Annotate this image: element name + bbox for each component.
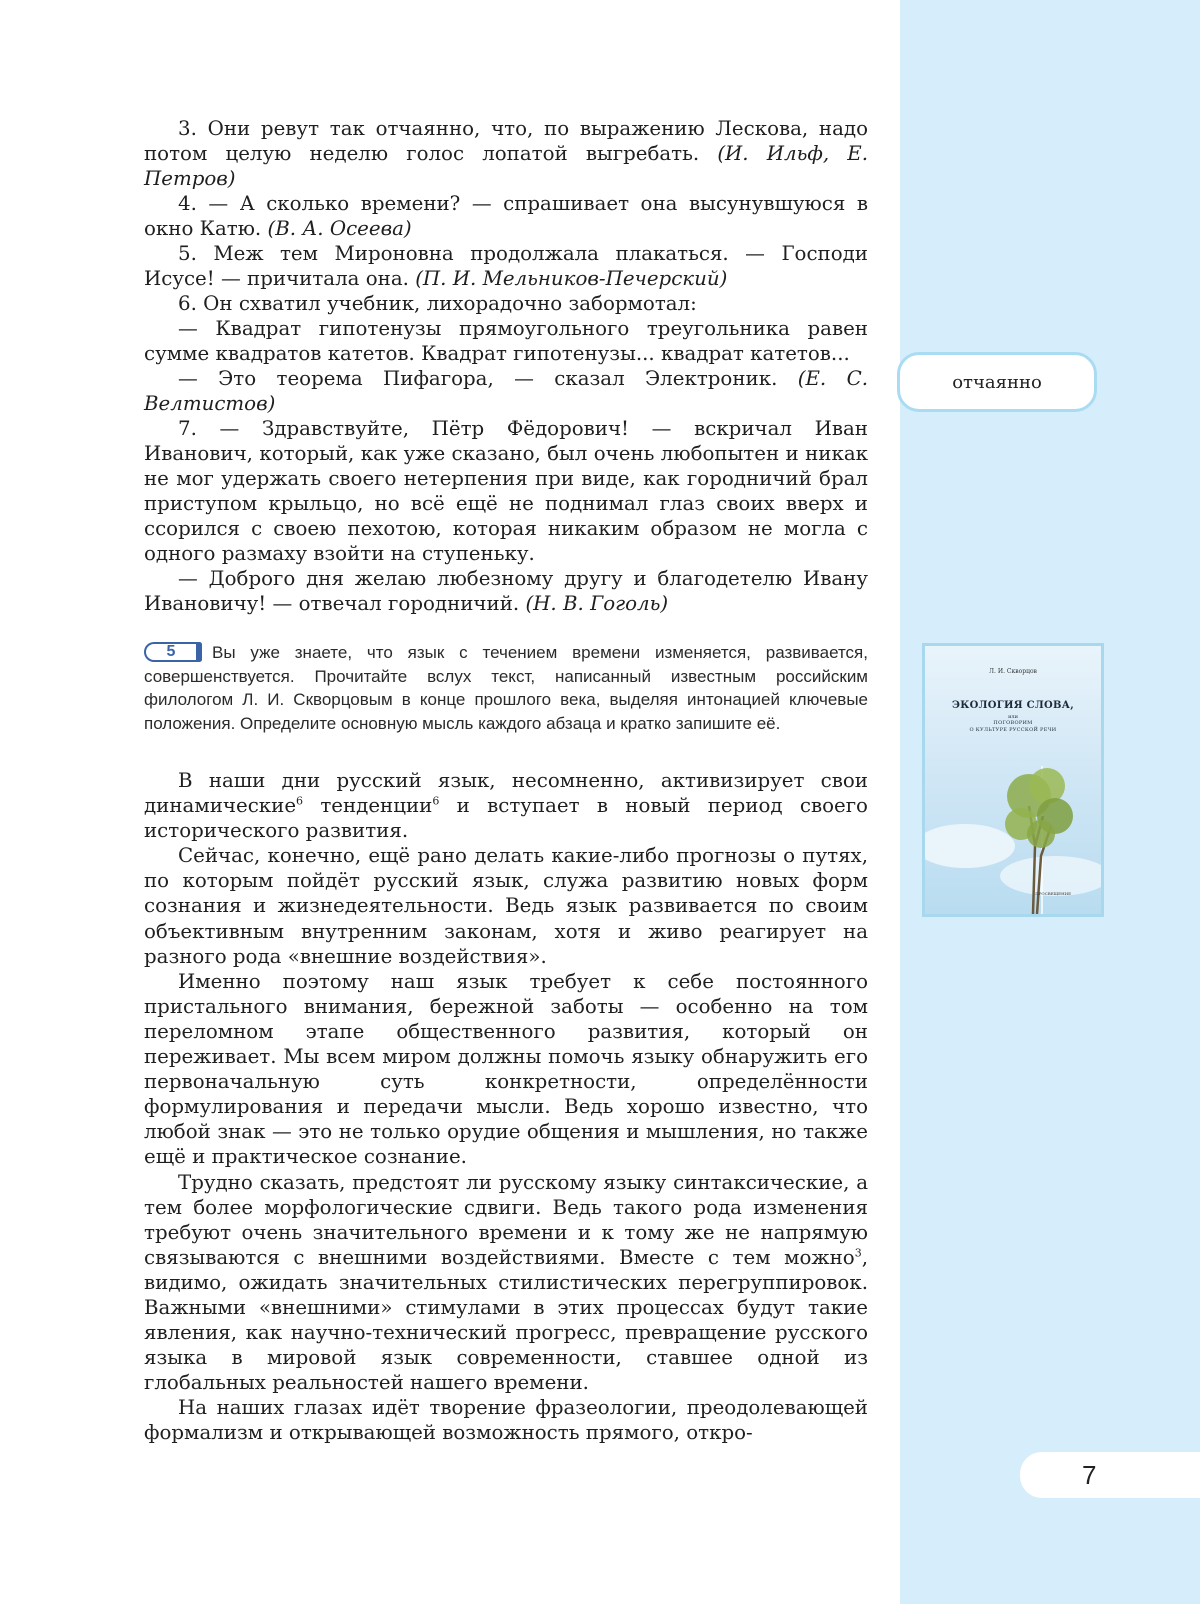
example-4 bbox=[144, 191, 868, 241]
footnote-mark: 6 bbox=[296, 794, 304, 808]
essay-p1-part-a: В наши дни русский язык, несомненно, активизирует свои динамические bbox=[144, 769, 868, 818]
example-6-line-3-text: — Это теорема Пифагора, — сказал Электроник. bbox=[178, 367, 798, 390]
example-6-source: (Е. С. Велтистов) bbox=[144, 367, 868, 415]
example-3-text: 3. Они ревут так отчаянно, что, по выражению Лескова, надо потом целую неделю голос лопатой выгребать. bbox=[144, 117, 868, 165]
examples-block bbox=[144, 116, 868, 616]
example-4-source: (В. А. Осеева) bbox=[267, 217, 412, 240]
book-title-or: или bbox=[1008, 714, 1018, 720]
book-title: ЭКОЛОГИЯ СЛОВА, bbox=[951, 700, 1075, 711]
book-cover-image bbox=[922, 643, 1104, 917]
example-7-source: (Н. В. Гоголь) bbox=[525, 592, 669, 615]
example-5 bbox=[144, 241, 868, 291]
example-5-source: (П. И. Мельников-Печерский) bbox=[415, 267, 728, 290]
vocabulary-word-box bbox=[897, 352, 1097, 412]
example-7-line-2 bbox=[144, 566, 868, 616]
book-subtitle-1: ПОГОВОРИМ bbox=[993, 720, 1033, 726]
example-4-text: 4. — А сколько времени? — спрашивает она высунувшуюся в окно Катю. bbox=[144, 192, 868, 240]
essay-p4-part-b: , видимо, ожидать значительных стилистических перегруппировок. Важными «внешними» стимулами в этих процессах будут такие явления, как научно-технический прогресс, превращение русского языка в мировой язык современности, ставшее одной из глобальных реальностей нашего времени. bbox=[144, 1245, 868, 1395]
example-3-source: (И. Ильф, Е. Петров) bbox=[144, 142, 868, 190]
task-block bbox=[144, 641, 868, 735]
essay-paragraph-1 bbox=[144, 768, 868, 843]
page-number: 7 bbox=[1082, 1460, 1097, 1490]
footnote-mark: 3 bbox=[854, 1246, 862, 1260]
footnote-mark: 6 bbox=[432, 794, 440, 808]
essay-p1-part-b: тенденции bbox=[303, 794, 433, 818]
book-title-block bbox=[925, 700, 1101, 734]
task-number-badge: 5 bbox=[144, 642, 202, 662]
example-7-line-2-text: — Доброго дня желаю любезному другу и благодетелю Ивану Ивановичу! — отвечал городничий. bbox=[144, 567, 868, 615]
example-7-line-1: 7. — Здравствуйте, Пётр Фёдорович! — вскричал Иван Иванович, который, как уже сказано, был очень любопытен и никак не мог удержать своего нетерпения при виде, как городничий брал приступом крыльцо, но всё ещё не поднимал глаз своих вверх и ссорился с своею пехотою, которая никаким образом не могла с одного размаху взойти на ступеньку. bbox=[144, 417, 868, 565]
book-cover-illustration bbox=[925, 646, 1101, 914]
book-publisher: ПРОСВЕЩЕНИЕ bbox=[1035, 891, 1071, 896]
example-5-text: 5. Меж тем Мироновна продолжала плакаться. — Господи Исусе! — причитала она. bbox=[144, 242, 868, 290]
page-number-tab bbox=[1020, 1452, 1200, 1498]
essay-paragraph-4 bbox=[144, 1170, 868, 1396]
essay-paragraph-5: На наших глазах идёт творение фразеологии, преодолевающей формализм и открывающей возможность прямого, откро- bbox=[144, 1396, 868, 1445]
book-author: Л. И. Скворцов bbox=[989, 668, 1037, 675]
example-6-line-2: — Квадрат гипотенузы прямоугольного треугольника равен сумме квадратов катетов. Квадрат гипотенузы... квадрат катетов... bbox=[144, 317, 868, 365]
essay-paragraph-3: Именно поэтому наш язык требует к себе постоянного пристального внимания, бережной заботы — особенно на том переломном этапе общественного развития, который он переживает. Мы всем миром должны помочь языку обнаружить его первоначальную суть конкретности, определённости формулирования и передачи мысли. Ведь хорошо известно, что любой знак — это не только орудие общения и мышления, но также ещё и практическое сознание. bbox=[144, 969, 868, 1169]
essay-p1-part-c: и вступает в новый период своего исторического развития. bbox=[144, 794, 868, 843]
book-subtitle-2: О КУЛЬТУРЕ РУССКОЙ РЕЧИ bbox=[969, 727, 1057, 733]
task-text: Вы уже знаете, что язык с течением времени изменяется, развивается, совершенствуется. Прочитайте вслух текст, написанный известным российским филологом Л. И. Скворцовым в конце прошлого века, выделяя интонацией ключевые положения. Определите основную мысль каждого абзаца и кратко запишите её. bbox=[144, 643, 868, 733]
example-3 bbox=[144, 116, 868, 191]
essay-text bbox=[144, 768, 868, 1446]
example-6-line-1: 6. Он схватил учебник, лихорадочно забормотал: bbox=[178, 292, 697, 315]
vocabulary-word: отчаянно bbox=[952, 371, 1042, 393]
essay-paragraph-2: Сейчас, конечно, ещё рано делать какие-либо прогнозы о путях, по которым пойдёт русский язык, служа развитию новых форм сознания и жизнедеятельности. Ведь язык развивается по своим объективным внутренним законам, хотя и живо реагирует на разного рода «внешние воздействия». bbox=[144, 844, 868, 968]
example-6-line-3 bbox=[144, 366, 868, 416]
essay-p4-part-a: Трудно сказать, предстоят ли русскому языку синтаксические, а тем более морфологические сдвиги. Ведь такого рода изменения требуют очень значительного времени и к тому же не напрямую связываются с внешними воздействиями. Вместе с тем можно bbox=[144, 1170, 868, 1269]
